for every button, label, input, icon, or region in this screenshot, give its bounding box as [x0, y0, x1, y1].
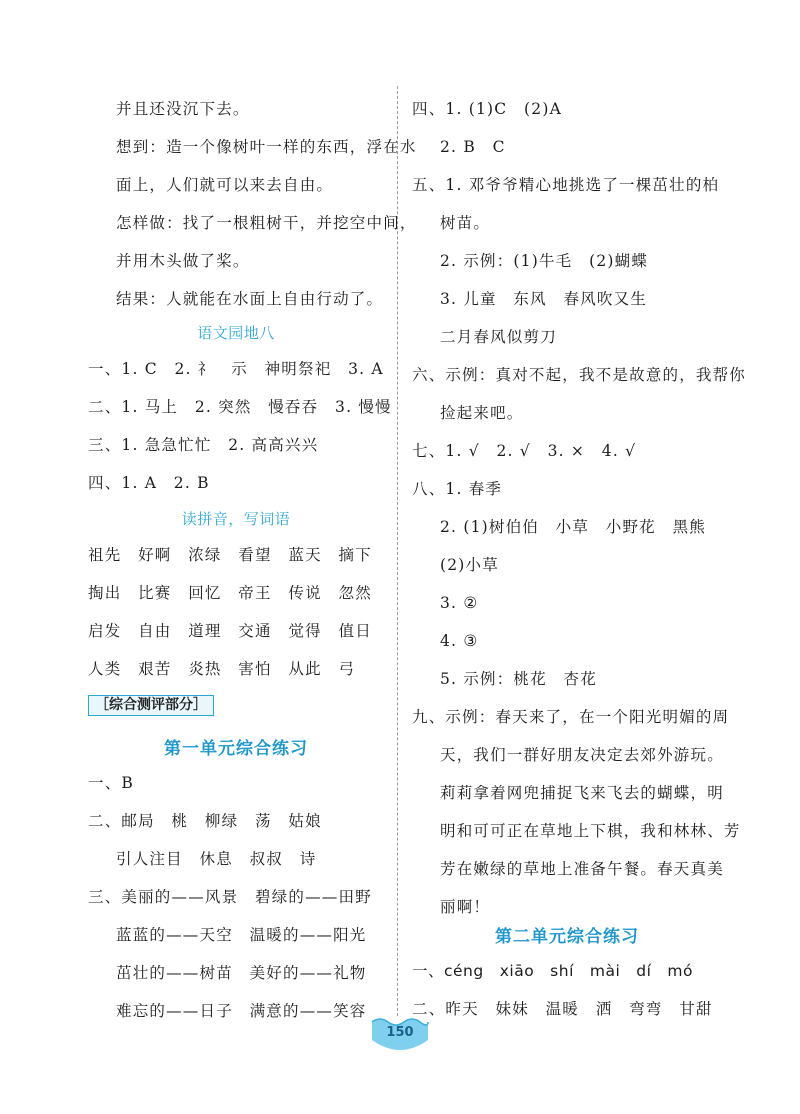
- heading-yuwen-yuandi: 语文园地八: [197, 324, 275, 342]
- heading-unit-2: 第二单元综合练习: [495, 927, 639, 947]
- text-line: 想到：造一个像树叶一样的东西，浮在水: [116, 138, 417, 156]
- answer-line: 蓝蓝的——天空 温暖的——阳光: [116, 926, 367, 944]
- text-line: 怎样做：找了一根粗树干，并挖空中间，: [116, 214, 417, 232]
- answer-line: 3. 儿童 东风 春风吹又生: [440, 290, 648, 308]
- word-row: 祖先 好啊 浓绿 看望 蓝天 摘下: [88, 546, 372, 564]
- answer-line: 引人注目 休息 叔叔 诗: [116, 850, 317, 868]
- section-tag: ［综合测评部分］: [88, 695, 214, 716]
- answer-line: 芳在嫩绿的草地上准备午餐。春天真美: [440, 860, 724, 878]
- text-line: 面上，人们就可以来去自由。: [116, 176, 334, 194]
- answer-line: (2)小草: [440, 556, 499, 574]
- answer-line: 2. B C: [440, 138, 506, 156]
- answer-line: 一、céng xiāo shí mài dí mó: [412, 962, 694, 980]
- answer-line: 4. ③: [440, 632, 479, 650]
- answer-line: 九、示例：春天来了，在一个阳光明媚的周: [412, 708, 730, 726]
- answer-line: 一、B: [88, 774, 134, 792]
- answer-line: 六、示例：真对不起，我不是故意的，我帮你: [412, 366, 747, 384]
- answer-line: 3. ②: [440, 594, 479, 612]
- answer-line: 二、昨天 妹妹 温暖 洒 弯弯 甘甜: [412, 1000, 713, 1018]
- text-line: 并用木头做了桨。: [116, 252, 250, 270]
- text-line: 并且还没沉下去。: [116, 100, 250, 118]
- answer-line: 七、1. √ 2. √ 3. × 4. √: [412, 442, 637, 460]
- answer-line: 5. 示例：桃花 杏花: [440, 670, 597, 688]
- column-divider: [397, 86, 398, 1016]
- answer-line: 二、1. 马上 2. 突然 慢吞吞 3. 慢慢: [88, 398, 392, 416]
- answer-line: 三、1. 急急忙忙 2. 高高兴兴: [88, 436, 319, 454]
- answer-line: 八、1. 春季: [412, 480, 503, 498]
- answer-line: 明和可可正在草地上下棋，我和林林、芳: [440, 822, 741, 840]
- word-row: 人类 艰苦 炎热 害怕 从此 弓: [88, 660, 356, 678]
- answer-line: 五、1. 邓爷爷精心地挑选了一棵茁壮的柏: [412, 176, 720, 194]
- heading-unit-1: 第一单元综合练习: [164, 739, 308, 759]
- answer-line: 四、1. (1)C (2)A: [412, 100, 562, 118]
- answer-line: 二月春风似剪刀: [440, 328, 557, 346]
- answer-line: 四、1. A 2. B: [88, 474, 210, 492]
- answer-line: 捡起来吧。: [440, 404, 524, 422]
- answer-line: 2. 示例：(1)牛毛 (2)蝴蝶: [440, 252, 649, 270]
- answer-line: 茁壮的——树苗 美好的——礼物: [116, 964, 367, 982]
- answer-line: 丽啊！: [440, 898, 491, 916]
- heading-pinyin-words: 读拼音，写词语: [181, 510, 291, 528]
- answer-line: 天，我们一群好朋友决定去郊外游玩。: [440, 746, 724, 764]
- answer-line: 难忘的——日子 满意的——笑容: [116, 1002, 367, 1020]
- text-line: 结果：人就能在水面上自由行动了。: [116, 290, 384, 308]
- answer-line: 三、美丽的——风景 碧绿的——田野: [88, 888, 372, 906]
- page-number-badge: [370, 1016, 430, 1050]
- answer-line: 莉莉拿着网兜捕捉飞来飞去的蝴蝶，明: [440, 784, 724, 802]
- answer-line: 树苗。: [440, 214, 491, 232]
- answer-line: 二、邮局 桃 柳绿 荡 姑娘: [88, 812, 322, 830]
- page-number: 150: [386, 1025, 414, 1040]
- word-row: 启发 自由 道理 交通 觉得 值日: [88, 622, 372, 640]
- answer-line: 一、1. C 2. 礻 示 神明祭祀 3. A: [88, 360, 384, 378]
- answer-line: 2. (1)树伯伯 小草 小野花 黑熊: [440, 518, 706, 536]
- word-row: 掏出 比赛 回忆 帝王 传说 忽然: [88, 584, 372, 602]
